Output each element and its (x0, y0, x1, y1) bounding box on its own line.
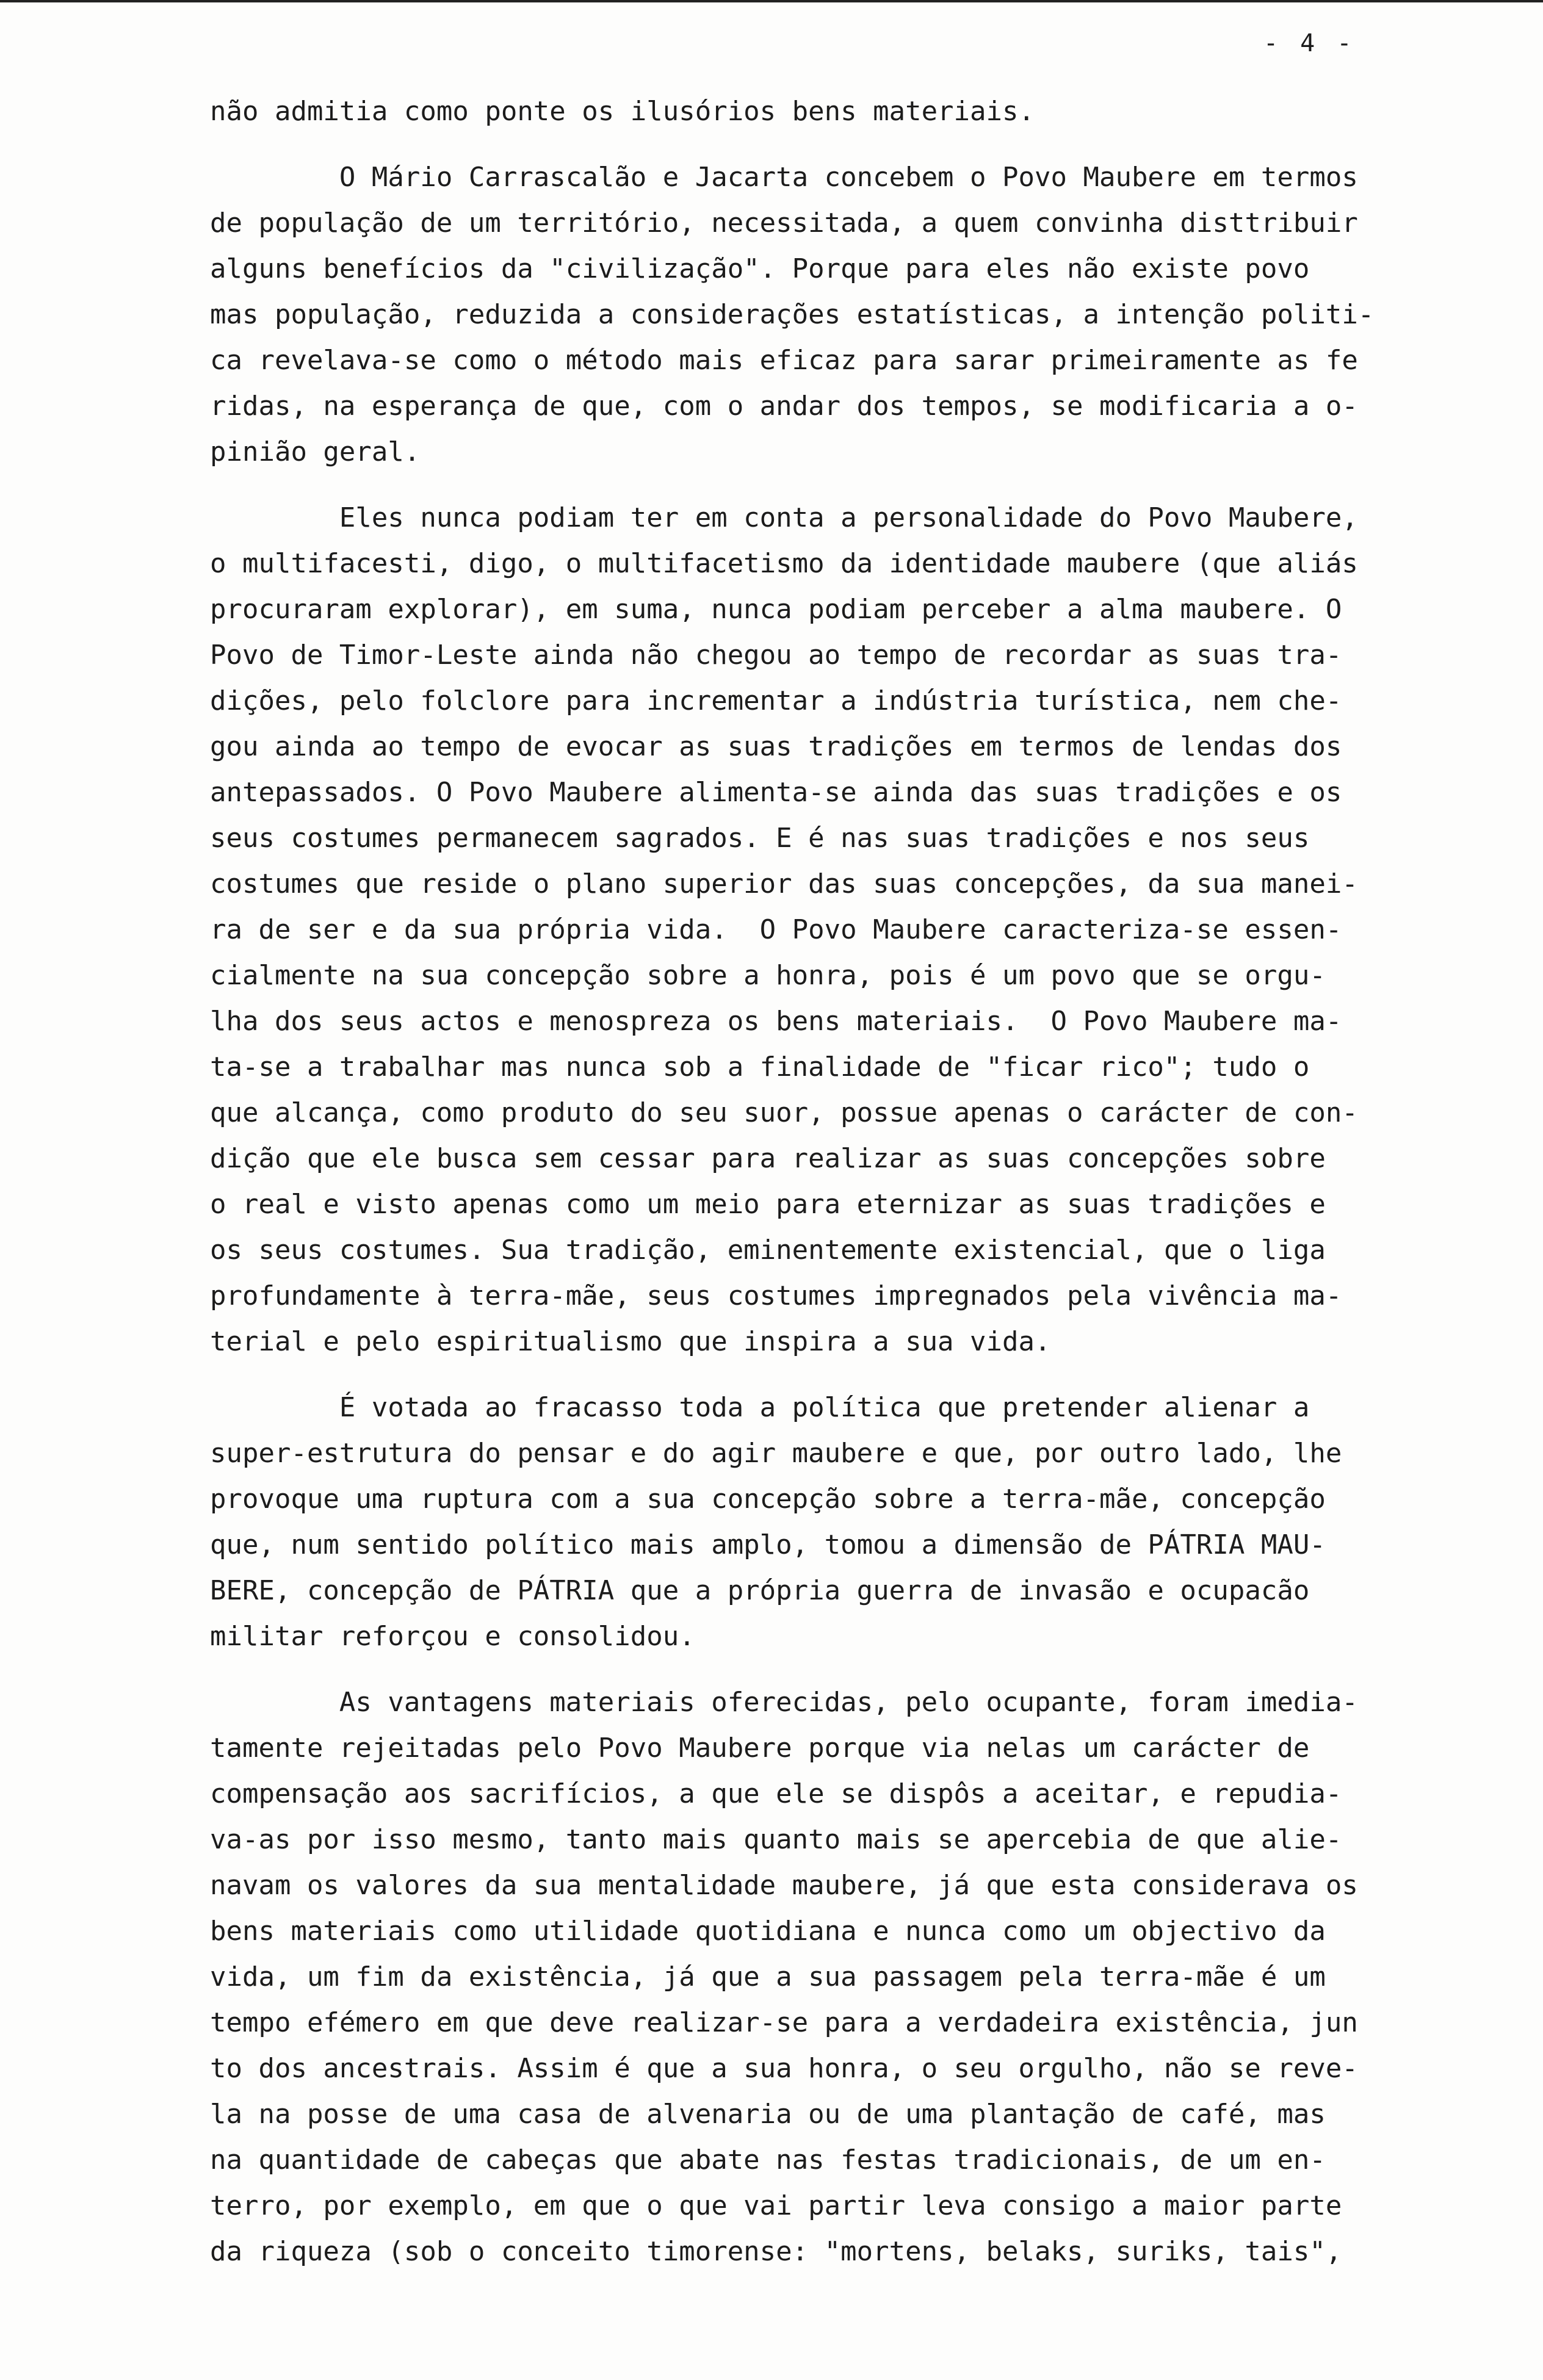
text-line: ra de ser e da sua própria vida. O Povo Maubere caracteriza-se essen- (210, 914, 1342, 945)
text-line: BERE, concepção de PÁTRIA que a própria guerra de invasão e ocupacão (210, 1575, 1310, 1606)
text-line: antepassados. O Povo Maubere alimenta-se ainda das suas tradições e os (210, 777, 1342, 808)
text-line: lha dos seus actos e menospreza os bens materiais. O Povo Maubere ma- (210, 1006, 1342, 1037)
text-line: dições, pelo folclore para incrementar a indústria turística, nem che- (210, 685, 1342, 716)
text-line: que, num sentido político mais amplo, tomou a dimensão de PÁTRIA MAU- (210, 1529, 1326, 1560)
paragraph-1 (210, 88, 1534, 134)
text-line: procuraram explorar), em suma, nunca podiam perceber a alma maubere. O (210, 594, 1342, 625)
text-line: mas população, reduzida a considerações estatísticas, a intenção politi- (210, 299, 1375, 330)
text-line: tamente rejeitadas pelo Povo Maubere porque via nelas um carácter de (210, 1733, 1310, 1764)
text-line: costumes que reside o plano superior das suas concepções, da sua manei- (210, 868, 1358, 900)
text-line: ridas, na esperança de que, com o andar dos tempos, se modificaria a o- (210, 391, 1358, 422)
text-line: super-estrutura do pensar e do agir maubere e que, por outro lado, lhe (210, 1438, 1342, 1469)
text-line: Eles nunca podiam ter em conta a personalidade do Povo Maubere, (210, 502, 1358, 533)
text-line: seus costumes permanecem sagrados. E é nas suas tradições e nos seus (210, 823, 1310, 854)
text-line: alguns benefícios da "civilização". Porque para eles não existe povo (210, 253, 1310, 284)
top-edge-rule (0, 0, 1543, 2)
text-line: compensação aos sacrifícios, a que ele se dispôs a aceitar, e repudia- (210, 1778, 1342, 1809)
text-line: profundamente à terra-mãe, seus costumes impregnados pela vivência ma- (210, 1280, 1342, 1311)
text-line: ta-se a trabalhar mas nunca sob a finalidade de "ficar rico"; tudo o (210, 1051, 1310, 1083)
text-line: de população de um território, necessitada, a quem convinha disttribuir (210, 207, 1358, 239)
text-line: não admitia como ponte os ilusórios bens materiais. (210, 96, 1035, 127)
text-line: O Mário Carrascalão e Jacarta concebem o Povo Maubere em termos (210, 162, 1358, 193)
text-line: Povo de Timor-Leste ainda não chegou ao tempo de recordar as suas tra- (210, 640, 1342, 671)
paragraph-2 (210, 154, 1534, 475)
paragraph-5 (210, 1679, 1534, 2274)
text-line: va-as por isso mesmo, tanto mais quanto mais se apercebia de que alie- (210, 1824, 1342, 1855)
text-line: navam os valores da sua mentalidade maubere, já que esta considerava os (210, 1870, 1358, 1901)
text-line: na quantidade de cabeças que abate nas festas tradicionais, de um en- (210, 2144, 1326, 2176)
text-line: militar reforçou e consolidou. (210, 1621, 695, 1652)
body-text (210, 88, 1534, 2274)
text-line: terro, por exemplo, em que o que vai partir leva consigo a maior parte (210, 2190, 1342, 2221)
text-line: bens materiais como utilidade quotidiana e nunca como um objectivo da (210, 1916, 1326, 1947)
text-line: gou ainda ao tempo de evocar as suas tradições em termos de lendas dos (210, 731, 1342, 762)
text-line: da riqueza (sob o conceito timorense: "mortens, belaks, suriks, tais", (210, 2236, 1342, 2267)
text-line: tempo efémero em que deve realizar-se para a verdadeira existência, jun (210, 2007, 1358, 2038)
text-line: os seus costumes. Sua tradição, eminentemente existencial, que o liga (210, 1235, 1326, 1266)
text-line: que alcança, como produto do seu suor, possue apenas o carácter de con- (210, 1097, 1358, 1128)
text-line: la na posse de uma casa de alvenaria ou de uma plantação de café, mas (210, 2099, 1326, 2130)
text-line: É votada ao fracasso toda a política que pretender alienar a (210, 1392, 1310, 1423)
paragraph-4 (210, 1385, 1534, 1659)
text-line: terial e pelo espiritualismo que inspira a sua vida. (210, 1326, 1051, 1357)
text-line: to dos ancestrais. Assim é que a sua honra, o seu orgulho, não se reve- (210, 2053, 1358, 2084)
text-line: dição que ele busca sem cessar para realizar as suas concepções sobre (210, 1143, 1326, 1174)
text-line: ca revelava-se como o método mais eficaz para sarar primeiramente as fe (210, 345, 1358, 376)
text-line: vida, um fim da existência, já que a sua passagem pela terra-mãe é um (210, 1961, 1326, 1992)
text-line: provoque uma ruptura com a sua concepção sobre a terra-mãe, concepção (210, 1484, 1326, 1515)
text-line: cialmente na sua concepção sobre a honra, pois é um povo que se orgu- (210, 960, 1326, 991)
text-line: pinião geral. (210, 436, 421, 467)
paragraph-3 (210, 495, 1534, 1365)
text-line: o real e visto apenas como um meio para eternizar as suas tradições e (210, 1189, 1326, 1220)
text-line: As vantagens materiais oferecidas, pelo ocupante, foram imedia- (210, 1687, 1358, 1718)
text-line: o multifacesti, digo, o multifacetismo da identidade maubere (que aliás (210, 548, 1358, 579)
page-number: - 4 - (1263, 29, 1356, 57)
